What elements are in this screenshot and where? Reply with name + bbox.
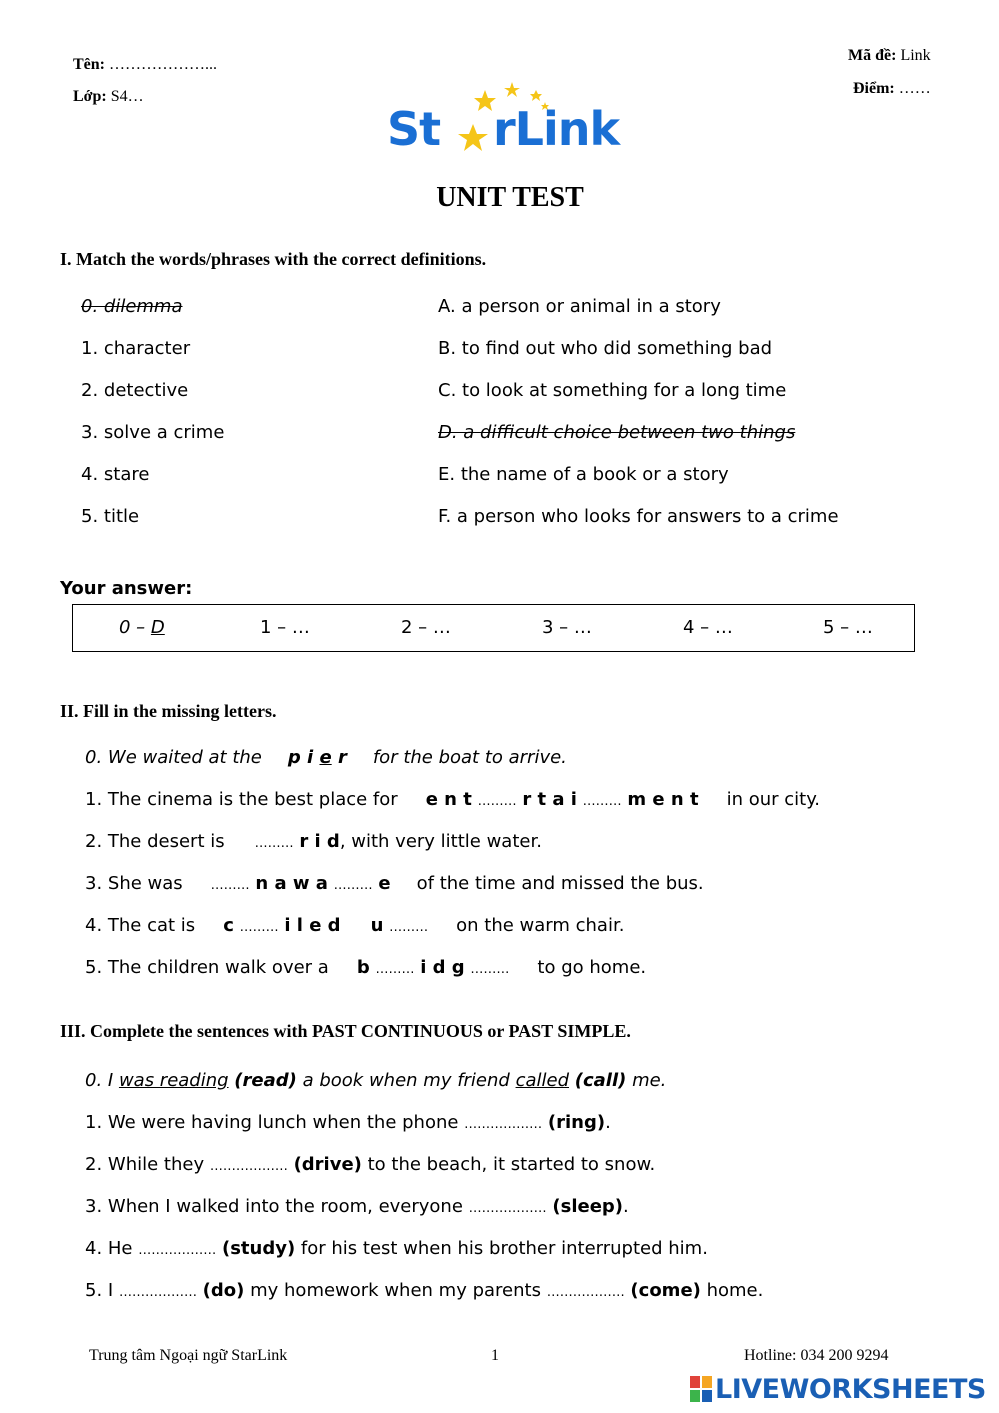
definition-a: A. a person or animal in a story <box>438 296 721 317</box>
definition-f: F. a person who looks for answers to a crime <box>438 506 839 527</box>
score-field <box>853 80 931 98</box>
footer-hotline: Hotline: 034 200 9294 <box>744 1347 889 1364</box>
answer-box <box>72 604 915 652</box>
answer-0: 0 – D <box>119 617 165 638</box>
logo-text-right: rLink <box>493 102 620 156</box>
section2-heading: II. Fill in the missing letters. <box>60 701 277 721</box>
blank[interactable]: ……… <box>333 878 373 893</box>
blank[interactable]: ……… <box>477 794 517 809</box>
footer-center-name: Trung tâm Ngoại ngữ StarLink <box>89 1347 288 1364</box>
tense-example: 0. I was reading (read) a book when my friend called (call) me. <box>85 1070 667 1091</box>
liveworksheets-logo-icon <box>690 1376 712 1402</box>
word-3: 3. solve a crime <box>81 422 225 443</box>
blank[interactable]: ……………… <box>468 1201 547 1216</box>
blank[interactable]: ……………… <box>209 1159 288 1174</box>
definition-e: E. the name of a book or a story <box>438 464 729 485</box>
page-number: 1 <box>491 1347 499 1364</box>
class-label: Lớp: <box>73 88 107 105</box>
your-answer-label: Your answer: <box>60 578 193 599</box>
blank[interactable]: ……………… <box>138 1243 217 1258</box>
tense-q5: 5. I ……………… (do) my homework when my parents ……………… (come) home. <box>85 1280 764 1301</box>
tense-q3: 3. When I walked into the room, everyone ……………… (sleep). <box>85 1196 629 1217</box>
page-title: UNIT TEST <box>436 182 584 213</box>
blank[interactable]: ……… <box>470 962 510 977</box>
tense-q4: 4. He ……………… (study) for his test when his brother interrupted him. <box>85 1238 708 1259</box>
section1-heading: I. Match the words/phrases with the correct definitions. <box>60 249 487 269</box>
word-4: 4. stare <box>81 464 150 485</box>
starlink-logo <box>385 80 635 160</box>
fill-q4: 4. The cat is c ……… i l e d u ……… on the warm chair. <box>85 915 625 936</box>
class-value: S4… <box>110 88 144 105</box>
code-label: Mã đề: <box>848 47 897 64</box>
blank[interactable]: ……… <box>389 920 429 935</box>
tense-q2: 2. While they ……………… (drive) to the beach, it started to snow. <box>85 1154 656 1175</box>
answer-5[interactable]: 5 – … <box>823 617 873 638</box>
blank[interactable]: ……… <box>210 878 250 893</box>
blank[interactable]: ……………… <box>546 1285 625 1300</box>
word-0: 0. dilemma <box>81 296 183 317</box>
definition-d: D. a difficult choice between two things <box>438 422 796 443</box>
blank[interactable]: ……… <box>254 836 294 851</box>
definition-c: C. to look at something for a long time <box>438 380 787 401</box>
tense-q1: 1. We were having lunch when the phone ……………… (ring). <box>85 1112 611 1133</box>
fill-q1: 1. The cinema is the best place for e n t ……… r t a i ……… m e n t in our city. <box>85 789 821 810</box>
blank[interactable]: ……… <box>582 794 622 809</box>
name-label: Tên: <box>73 56 105 73</box>
code-field <box>848 47 931 65</box>
word-1: 1. character <box>81 338 191 359</box>
section3-heading: III. Complete the sentences with PAST CONTINUOUS or PAST SIMPLE. <box>60 1021 631 1041</box>
liveworksheets-watermark <box>690 1372 986 1406</box>
blank[interactable]: ……… <box>375 962 415 977</box>
word-2: 2. detective <box>81 380 189 401</box>
score-value: …… <box>898 80 931 97</box>
class-field <box>73 88 144 106</box>
answer-2[interactable]: 2 – … <box>401 617 451 638</box>
answer-4[interactable]: 4 – … <box>683 617 733 638</box>
fill-q2: 2. The desert is ……… r i d, with very little water. <box>85 831 542 852</box>
answer-1[interactable]: 1 – … <box>260 617 310 638</box>
blank[interactable]: ……………… <box>464 1117 543 1132</box>
name-value: ………………... <box>109 56 217 73</box>
code-value: Link <box>900 47 931 64</box>
fill-q5: 5. The children walk over a b ……… i d g ……… to go home. <box>85 957 647 978</box>
liveworksheets-text: LIVEWORKSHEETS <box>715 1373 986 1405</box>
blank[interactable]: ……………… <box>118 1285 197 1300</box>
score-label: Điểm: <box>853 80 895 97</box>
answer-3[interactable]: 3 – … <box>542 617 592 638</box>
name-field <box>73 56 217 74</box>
blank[interactable]: ……… <box>239 920 279 935</box>
logo-text-left: St <box>387 102 441 156</box>
fill-example: 0. We waited at the p i e r for the boat to arrive. <box>85 747 567 768</box>
fill-q3: 3. She was ……… n a w a ……… e of the time and missed the bus. <box>85 873 704 894</box>
definition-b: B. to find out who did something bad <box>438 338 773 359</box>
word-5: 5. title <box>81 506 140 527</box>
